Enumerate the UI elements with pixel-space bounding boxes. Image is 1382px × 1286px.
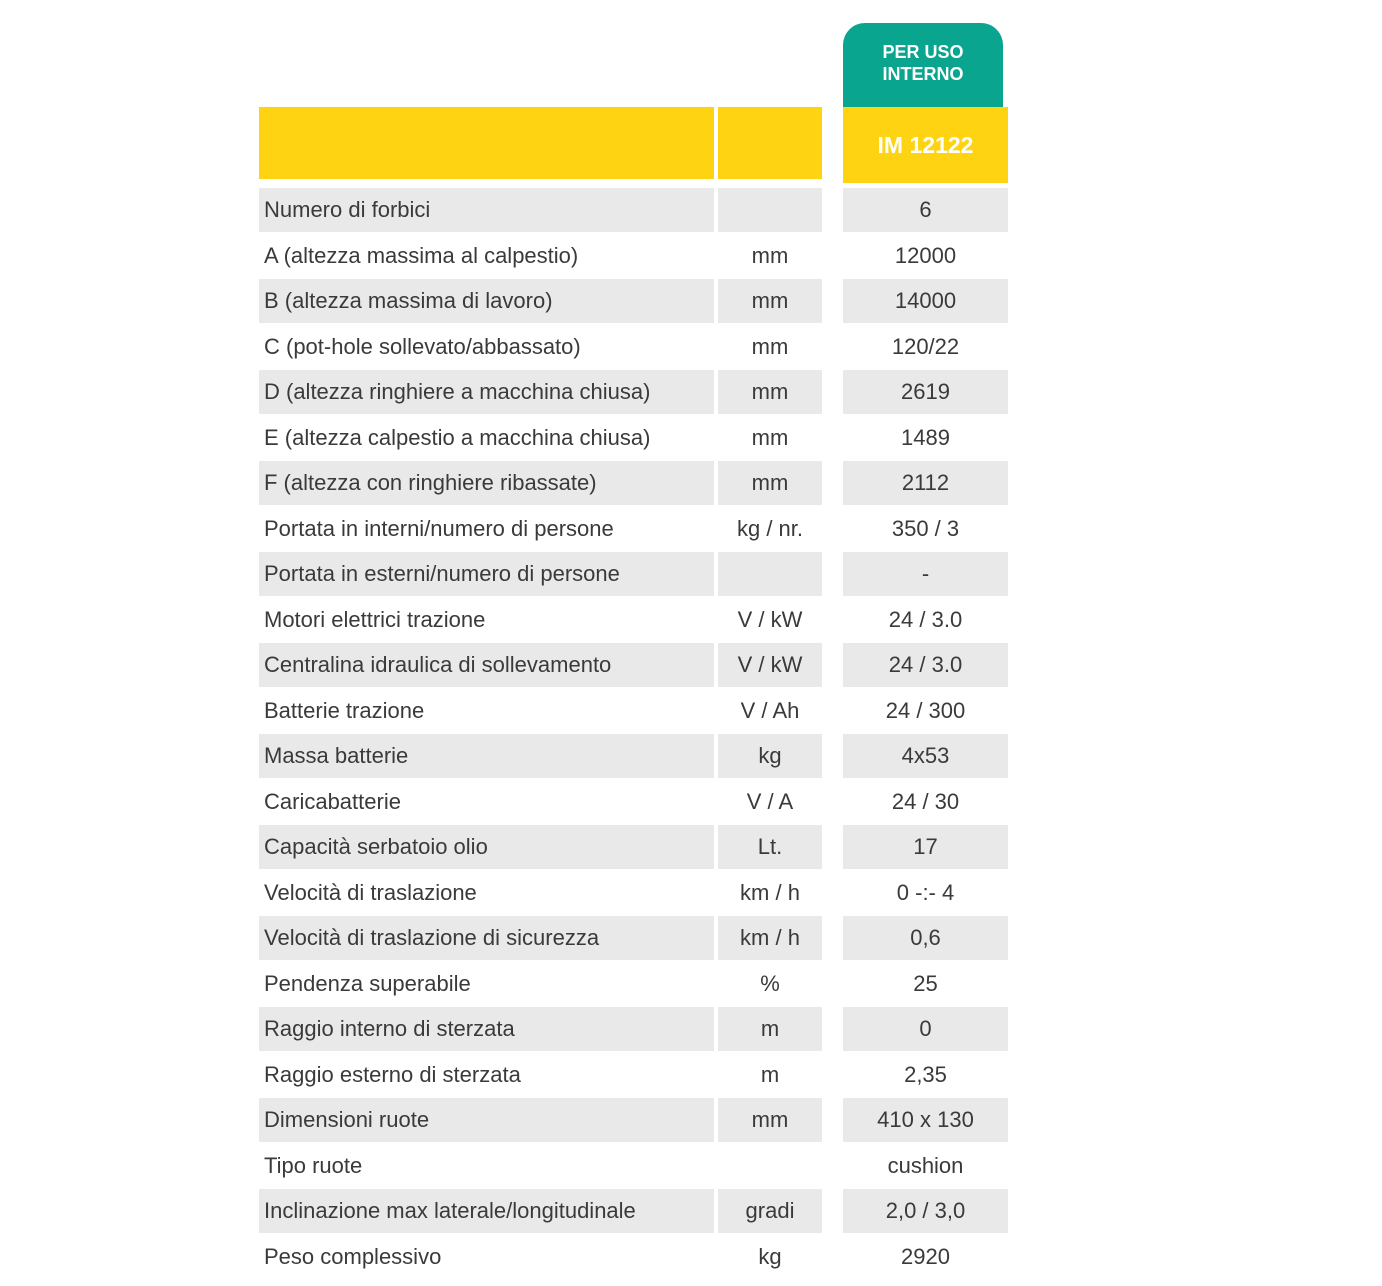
row-value: 24 / 3.0	[888, 607, 963, 632]
row-value: 24 / 30	[891, 789, 960, 814]
table-row	[0, 1235, 1382, 1279]
row-label: Motori elettrici trazione	[264, 607, 486, 632]
table-row	[0, 1189, 1382, 1233]
row-unit: V / Ah	[740, 698, 800, 723]
row-label: Raggio interno di sterzata	[259, 1007, 714, 1051]
row-value: 2112	[843, 461, 1008, 505]
row-label: D (altezza ringhiere a macchina chiusa)	[259, 370, 714, 414]
table-row	[0, 552, 1382, 596]
table-row	[0, 734, 1382, 778]
table-row	[0, 1098, 1382, 1142]
row-unit: gradi	[718, 1189, 822, 1233]
row-label: Batterie trazione	[264, 698, 425, 723]
table-row	[0, 461, 1382, 505]
table-row	[0, 689, 1382, 733]
row-label: Portata in esterni/numero di persone	[259, 552, 714, 596]
row-value: 350 / 3	[891, 516, 960, 541]
row-unit: mm	[718, 1098, 822, 1142]
table-row	[0, 780, 1382, 824]
row-value: -	[843, 552, 1008, 596]
row-value: 0,6	[843, 916, 1008, 960]
row-value: 25	[913, 971, 938, 996]
row-value: 120/22	[891, 334, 960, 359]
row-label: Velocità di traslazione	[264, 880, 477, 905]
row-label: C (pot-hole sollevato/abbassato)	[264, 334, 581, 359]
row-label: Portata in interni/numero di persone	[264, 516, 614, 541]
row-value: 2,35	[904, 1062, 947, 1087]
table-row	[0, 916, 1382, 960]
table-row	[0, 598, 1382, 642]
row-value: 2619	[843, 370, 1008, 414]
row-label: Peso complessivo	[264, 1244, 442, 1269]
row-value: 17	[843, 825, 1008, 869]
row-value: 1489	[901, 425, 950, 450]
row-value: 4x53	[843, 734, 1008, 778]
row-unit: V / A	[746, 789, 794, 814]
row-unit: V / kW	[718, 643, 822, 687]
row-value: 0	[843, 1007, 1008, 1051]
table-row	[0, 234, 1382, 278]
row-unit: mm	[751, 243, 789, 268]
table-row	[0, 643, 1382, 687]
row-unit: mm	[751, 425, 789, 450]
row-unit: Lt.	[718, 825, 822, 869]
row-value: 0 -:- 4	[896, 880, 955, 905]
usage-badge: PER USO INTERNO	[843, 23, 1003, 107]
row-unit	[718, 188, 822, 232]
row-value: 2920	[901, 1244, 950, 1269]
row-unit: mm	[751, 334, 789, 359]
row-value: 12000	[894, 243, 957, 268]
row-label: Velocità di traslazione di sicurezza	[259, 916, 714, 960]
row-unit: mm	[718, 279, 822, 323]
row-value: 6	[843, 188, 1008, 232]
row-value: 24 / 3.0	[843, 643, 1008, 687]
row-unit: kg	[718, 734, 822, 778]
table-row	[0, 507, 1382, 551]
row-label: Centralina idraulica di sollevamento	[259, 643, 714, 687]
row-value: 2,0 / 3,0	[843, 1189, 1008, 1233]
table-row	[0, 1144, 1382, 1188]
row-unit: V / kW	[737, 607, 803, 632]
row-label: Numero di forbici	[259, 188, 714, 232]
row-label: Inclinazione max laterale/longitudinale	[259, 1189, 714, 1233]
table-row	[0, 416, 1382, 460]
row-unit: m	[718, 1007, 822, 1051]
table-row	[0, 1053, 1382, 1097]
table-row	[0, 825, 1382, 869]
header-unit-cell	[718, 107, 822, 179]
row-value: 24 / 300	[885, 698, 966, 723]
table-row	[0, 370, 1382, 414]
row-label: A (altezza massima al calpestio)	[264, 243, 579, 268]
row-unit: mm	[718, 461, 822, 505]
row-value: cushion	[887, 1153, 964, 1178]
row-label: Tipo ruote	[264, 1153, 363, 1178]
row-label: Massa batterie	[259, 734, 714, 778]
table-row	[0, 962, 1382, 1006]
row-unit: km / h	[740, 880, 800, 905]
model-header: IM 12122	[843, 107, 1008, 183]
row-unit	[718, 552, 822, 596]
row-label: Dimensioni ruote	[259, 1098, 714, 1142]
row-label: Raggio esterno di sterzata	[264, 1062, 521, 1087]
row-unit: km / h	[718, 916, 822, 960]
table-row	[0, 871, 1382, 915]
table-row	[0, 1007, 1382, 1051]
row-label: Capacità serbatoio olio	[259, 825, 714, 869]
row-label: B (altezza massima di lavoro)	[259, 279, 714, 323]
row-label: E (altezza calpestio a macchina chiusa)	[264, 425, 651, 450]
table-row	[0, 279, 1382, 323]
header-label-cell	[259, 107, 714, 179]
table-row	[0, 325, 1382, 369]
row-value: 410 x 130	[843, 1098, 1008, 1142]
row-unit: kg	[758, 1244, 782, 1269]
row-value: 14000	[843, 279, 1008, 323]
row-unit: mm	[718, 370, 822, 414]
row-label: Pendenza superabile	[264, 971, 471, 996]
table-row	[0, 188, 1382, 232]
row-label: Caricabatterie	[264, 789, 401, 814]
row-unit: %	[760, 971, 780, 996]
row-unit: kg / nr.	[736, 516, 804, 541]
row-unit	[718, 1144, 822, 1188]
row-label: F (altezza con ringhiere ribassate)	[259, 461, 714, 505]
row-unit: m	[760, 1062, 780, 1087]
